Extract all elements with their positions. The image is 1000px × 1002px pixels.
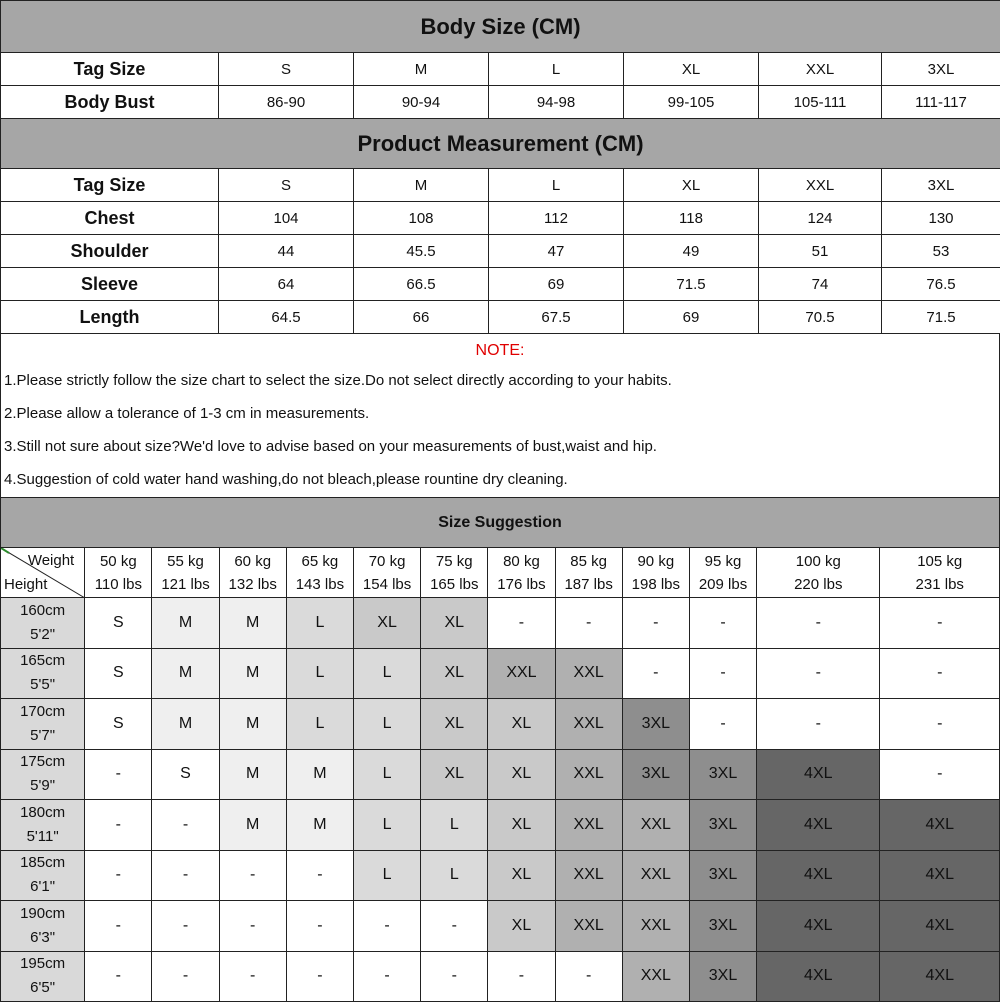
weight-header-cell bbox=[622, 548, 689, 598]
size-cell: - bbox=[353, 951, 420, 1002]
size-cell: - bbox=[689, 699, 756, 750]
weight-lbs: 220 lbs bbox=[757, 573, 879, 596]
size-cell: M bbox=[219, 699, 286, 750]
note-section bbox=[0, 334, 1000, 497]
size-cell: 4XL bbox=[757, 850, 880, 901]
size-cell: 3XL bbox=[689, 901, 756, 952]
table-row bbox=[1, 699, 1000, 750]
table-cell: L bbox=[489, 169, 624, 202]
row-label: Shoulder bbox=[1, 235, 219, 268]
row-label: Sleeve bbox=[1, 268, 219, 301]
weight-kg: 80 kg bbox=[488, 550, 554, 573]
size-cell: - bbox=[286, 951, 353, 1002]
weight-header-row bbox=[1, 548, 1000, 598]
table-cell: 99-105 bbox=[624, 86, 759, 119]
size-cell: 4XL bbox=[880, 800, 1000, 851]
weight-lbs: 154 lbs bbox=[354, 573, 420, 596]
weight-header-cell bbox=[880, 548, 1000, 598]
table-cell: 69 bbox=[489, 268, 624, 301]
size-cell: - bbox=[555, 951, 622, 1002]
size-cell: - bbox=[85, 850, 152, 901]
size-cell: - bbox=[353, 901, 420, 952]
weight-lbs: 176 lbs bbox=[488, 573, 554, 596]
table-cell: 49 bbox=[624, 235, 759, 268]
size-cell: - bbox=[488, 598, 555, 649]
height-cm: 175cm bbox=[1, 750, 84, 774]
table-cell: 71.5 bbox=[624, 268, 759, 301]
size-cell: - bbox=[880, 749, 1000, 800]
size-cell: S bbox=[152, 749, 219, 800]
size-cell: XXL bbox=[555, 749, 622, 800]
size-cell: 3XL bbox=[622, 749, 689, 800]
size-cell: M bbox=[219, 749, 286, 800]
table-cell: 90-94 bbox=[354, 86, 489, 119]
weight-kg: 65 kg bbox=[287, 550, 353, 573]
size-cell: M bbox=[219, 800, 286, 851]
size-cell: XL bbox=[488, 800, 555, 851]
weight-header-cell bbox=[286, 548, 353, 598]
size-cell: XL bbox=[421, 648, 488, 699]
table-row bbox=[1, 648, 1000, 699]
weight-header-cell bbox=[85, 548, 152, 598]
weight-kg: 85 kg bbox=[556, 550, 622, 573]
size-cell: XXL bbox=[555, 850, 622, 901]
size-cell: 4XL bbox=[757, 901, 880, 952]
size-cell: L bbox=[353, 749, 420, 800]
size-cell: 4XL bbox=[757, 800, 880, 851]
size-cell: - bbox=[152, 800, 219, 851]
note-line: 2.Please allow a tolerance of 1-3 cm in measurements. bbox=[1, 397, 999, 430]
size-cell: S bbox=[85, 598, 152, 649]
weight-header-cell bbox=[757, 548, 880, 598]
size-cell: XL bbox=[421, 699, 488, 750]
height-cm: 165cm bbox=[1, 649, 84, 673]
table-row bbox=[1, 268, 1000, 301]
table-row bbox=[1, 53, 1000, 86]
weight-kg: 95 kg bbox=[690, 550, 756, 573]
size-cell: L bbox=[286, 699, 353, 750]
table-cell: L bbox=[489, 53, 624, 86]
table-cell: 76.5 bbox=[882, 268, 1000, 301]
size-cell: - bbox=[219, 951, 286, 1002]
note-line: 4.Suggestion of cold water hand washing,do not bleach,please rountine dry cleaning. bbox=[1, 463, 999, 496]
size-cell: XXL bbox=[622, 800, 689, 851]
table-cell: 124 bbox=[759, 202, 882, 235]
table-cell: XL bbox=[624, 53, 759, 86]
size-suggestion-table bbox=[0, 497, 1000, 1002]
size-cell: L bbox=[286, 648, 353, 699]
size-cell: L bbox=[353, 699, 420, 750]
weight-header-cell bbox=[219, 548, 286, 598]
weight-header-cell bbox=[353, 548, 420, 598]
weight-lbs: 121 lbs bbox=[152, 573, 218, 596]
size-cell: XL bbox=[488, 749, 555, 800]
weight-header-cell bbox=[421, 548, 488, 598]
size-cell: XL bbox=[421, 598, 488, 649]
size-cell: XXL bbox=[622, 951, 689, 1002]
size-cell: XL bbox=[353, 598, 420, 649]
height-header-cell bbox=[1, 598, 85, 649]
size-cell: XXL bbox=[555, 699, 622, 750]
size-cell: M bbox=[152, 598, 219, 649]
size-cell: XXL bbox=[555, 648, 622, 699]
size-cell: XXL bbox=[555, 800, 622, 851]
weight-axis-label: Weight bbox=[28, 552, 74, 569]
size-cell: M bbox=[152, 648, 219, 699]
size-cell: - bbox=[286, 901, 353, 952]
size-cell: XL bbox=[488, 850, 555, 901]
height-axis-label: Height bbox=[4, 576, 47, 593]
weight-kg: 100 kg bbox=[757, 550, 879, 573]
note-line: 3.Still not sure about size?We'd love to advise based on your measurements of bust,waist and hip. bbox=[1, 430, 999, 463]
row-label: Tag Size bbox=[1, 169, 219, 202]
weight-kg: 75 kg bbox=[421, 550, 487, 573]
table-cell: 47 bbox=[489, 235, 624, 268]
size-cell: - bbox=[152, 901, 219, 952]
height-header-cell bbox=[1, 951, 85, 1002]
table-row bbox=[1, 598, 1000, 649]
table-cell: XXL bbox=[759, 53, 882, 86]
table-cell: 105-111 bbox=[759, 86, 882, 119]
size-cell: 4XL bbox=[880, 850, 1000, 901]
row-label: Body Bust bbox=[1, 86, 219, 119]
height-header-cell bbox=[1, 648, 85, 699]
height-header-cell bbox=[1, 901, 85, 952]
size-cell: S bbox=[85, 648, 152, 699]
size-cell: - bbox=[689, 648, 756, 699]
size-cell: XL bbox=[488, 901, 555, 952]
weight-lbs: 198 lbs bbox=[623, 573, 689, 596]
weight-lbs: 165 lbs bbox=[421, 573, 487, 596]
height-cm: 170cm bbox=[1, 700, 84, 724]
size-cell: - bbox=[286, 850, 353, 901]
size-cell: - bbox=[622, 598, 689, 649]
height-ft: 5'2" bbox=[1, 623, 84, 647]
row-label: Length bbox=[1, 301, 219, 334]
weight-kg: 105 kg bbox=[880, 550, 999, 573]
table-cell: XXL bbox=[759, 169, 882, 202]
weight-lbs: 110 lbs bbox=[85, 573, 151, 596]
size-cell: - bbox=[85, 800, 152, 851]
size-cell: - bbox=[152, 850, 219, 901]
weight-kg: 50 kg bbox=[85, 550, 151, 573]
table-row bbox=[1, 951, 1000, 1002]
size-cell: - bbox=[219, 901, 286, 952]
weight-kg: 90 kg bbox=[623, 550, 689, 573]
table-cell: 51 bbox=[759, 235, 882, 268]
table-cell: 118 bbox=[624, 202, 759, 235]
product-measurement-title: Product Measurement (CM) bbox=[1, 119, 1000, 169]
size-cell: - bbox=[555, 598, 622, 649]
table-cell: 130 bbox=[882, 202, 1000, 235]
table-cell: 66.5 bbox=[354, 268, 489, 301]
table-cell: S bbox=[219, 169, 354, 202]
size-cell: - bbox=[757, 648, 880, 699]
size-cell: 3XL bbox=[689, 951, 756, 1002]
height-ft: 6'5" bbox=[1, 976, 84, 1000]
size-cell: - bbox=[689, 598, 756, 649]
size-cell: - bbox=[421, 951, 488, 1002]
table-cell: 111-117 bbox=[882, 86, 1000, 119]
weight-header-cell bbox=[689, 548, 756, 598]
size-cell: - bbox=[85, 901, 152, 952]
weight-header-cell bbox=[555, 548, 622, 598]
size-cell: - bbox=[880, 648, 1000, 699]
height-ft: 5'11" bbox=[1, 825, 84, 849]
height-ft: 6'1" bbox=[1, 875, 84, 899]
table-cell: 112 bbox=[489, 202, 624, 235]
table-cell: 67.5 bbox=[489, 301, 624, 334]
size-cell: - bbox=[488, 951, 555, 1002]
size-cell: 3XL bbox=[622, 699, 689, 750]
table-cell: M bbox=[354, 53, 489, 86]
height-cm: 185cm bbox=[1, 851, 84, 875]
height-cm: 180cm bbox=[1, 801, 84, 825]
size-cell: - bbox=[880, 699, 1000, 750]
table-cell: 66 bbox=[354, 301, 489, 334]
note-line: 1.Please strictly follow the size chart to select the size.Do not select directly according to your habits. bbox=[1, 364, 999, 397]
table-cell: S bbox=[219, 53, 354, 86]
size-cell: - bbox=[219, 850, 286, 901]
height-header-cell bbox=[1, 800, 85, 851]
table-row bbox=[1, 301, 1000, 334]
height-header-cell bbox=[1, 699, 85, 750]
size-cell: - bbox=[880, 598, 1000, 649]
row-label: Tag Size bbox=[1, 53, 219, 86]
weight-lbs: 209 lbs bbox=[690, 573, 756, 596]
table-cell: 108 bbox=[354, 202, 489, 235]
weight-lbs: 231 lbs bbox=[880, 573, 999, 596]
table-cell: 74 bbox=[759, 268, 882, 301]
size-cell: - bbox=[757, 598, 880, 649]
size-cell: M bbox=[219, 648, 286, 699]
table-cell: 53 bbox=[882, 235, 1000, 268]
table-row bbox=[1, 749, 1000, 800]
body-size-title: Body Size (CM) bbox=[1, 1, 1000, 53]
table-cell: 94-98 bbox=[489, 86, 624, 119]
height-ft: 5'7" bbox=[1, 724, 84, 748]
height-header-cell bbox=[1, 749, 85, 800]
weight-kg: 70 kg bbox=[354, 550, 420, 573]
table-cell: 44 bbox=[219, 235, 354, 268]
size-cell: M bbox=[286, 800, 353, 851]
size-cell: 4XL bbox=[880, 951, 1000, 1002]
size-cell: XXL bbox=[555, 901, 622, 952]
row-label: Chest bbox=[1, 202, 219, 235]
table-cell: 71.5 bbox=[882, 301, 1000, 334]
weight-lbs: 187 lbs bbox=[556, 573, 622, 596]
table-cell: 70.5 bbox=[759, 301, 882, 334]
size-cell: XL bbox=[488, 699, 555, 750]
size-cell: - bbox=[622, 648, 689, 699]
height-header-cell bbox=[1, 850, 85, 901]
size-cell: L bbox=[353, 648, 420, 699]
weight-header-cell bbox=[152, 548, 219, 598]
table-row bbox=[1, 86, 1000, 119]
weight-header-cell bbox=[488, 548, 555, 598]
table-cell: 104 bbox=[219, 202, 354, 235]
size-cell: XXL bbox=[622, 901, 689, 952]
table-cell: XL bbox=[624, 169, 759, 202]
size-cell: 4XL bbox=[757, 951, 880, 1002]
size-cell: L bbox=[421, 800, 488, 851]
table-row bbox=[1, 202, 1000, 235]
size-cell: 4XL bbox=[880, 901, 1000, 952]
size-cell: - bbox=[757, 699, 880, 750]
size-cell: 4XL bbox=[757, 749, 880, 800]
size-cell: L bbox=[421, 850, 488, 901]
size-suggestion-title: Size Suggestion bbox=[1, 498, 1000, 548]
size-cell: 3XL bbox=[689, 850, 756, 901]
height-cm: 195cm bbox=[1, 952, 84, 976]
size-cell: 3XL bbox=[689, 800, 756, 851]
table-row bbox=[1, 850, 1000, 901]
height-ft: 5'5" bbox=[1, 673, 84, 697]
table-cell: 69 bbox=[624, 301, 759, 334]
size-cell: S bbox=[85, 699, 152, 750]
size-cell: 3XL bbox=[689, 749, 756, 800]
height-cm: 160cm bbox=[1, 599, 84, 623]
table-cell: 3XL bbox=[882, 53, 1000, 86]
corner-header bbox=[1, 548, 85, 598]
table-cell: 86-90 bbox=[219, 86, 354, 119]
weight-kg: 60 kg bbox=[220, 550, 286, 573]
size-cell: - bbox=[85, 951, 152, 1002]
note-title: NOTE: bbox=[1, 334, 999, 364]
height-ft: 5'9" bbox=[1, 774, 84, 798]
size-cell: XL bbox=[421, 749, 488, 800]
size-cell: M bbox=[286, 749, 353, 800]
size-cell: L bbox=[353, 850, 420, 901]
body-size-table bbox=[0, 0, 1000, 334]
size-cell: XXL bbox=[622, 850, 689, 901]
table-cell: 64 bbox=[219, 268, 354, 301]
table-cell: 64.5 bbox=[219, 301, 354, 334]
weight-kg: 55 kg bbox=[152, 550, 218, 573]
size-cell: XXL bbox=[488, 648, 555, 699]
table-row bbox=[1, 235, 1000, 268]
weight-lbs: 132 lbs bbox=[220, 573, 286, 596]
size-cell: - bbox=[421, 901, 488, 952]
table-cell: 3XL bbox=[882, 169, 1000, 202]
table-row bbox=[1, 901, 1000, 952]
size-cell: L bbox=[286, 598, 353, 649]
size-cell: M bbox=[219, 598, 286, 649]
weight-lbs: 143 lbs bbox=[287, 573, 353, 596]
size-cell: - bbox=[85, 749, 152, 800]
table-cell: 45.5 bbox=[354, 235, 489, 268]
size-cell: L bbox=[353, 800, 420, 851]
size-cell: - bbox=[152, 951, 219, 1002]
size-cell: M bbox=[152, 699, 219, 750]
table-row bbox=[1, 169, 1000, 202]
table-row bbox=[1, 800, 1000, 851]
table-cell: M bbox=[354, 169, 489, 202]
height-ft: 6'3" bbox=[1, 926, 84, 950]
height-cm: 190cm bbox=[1, 902, 84, 926]
